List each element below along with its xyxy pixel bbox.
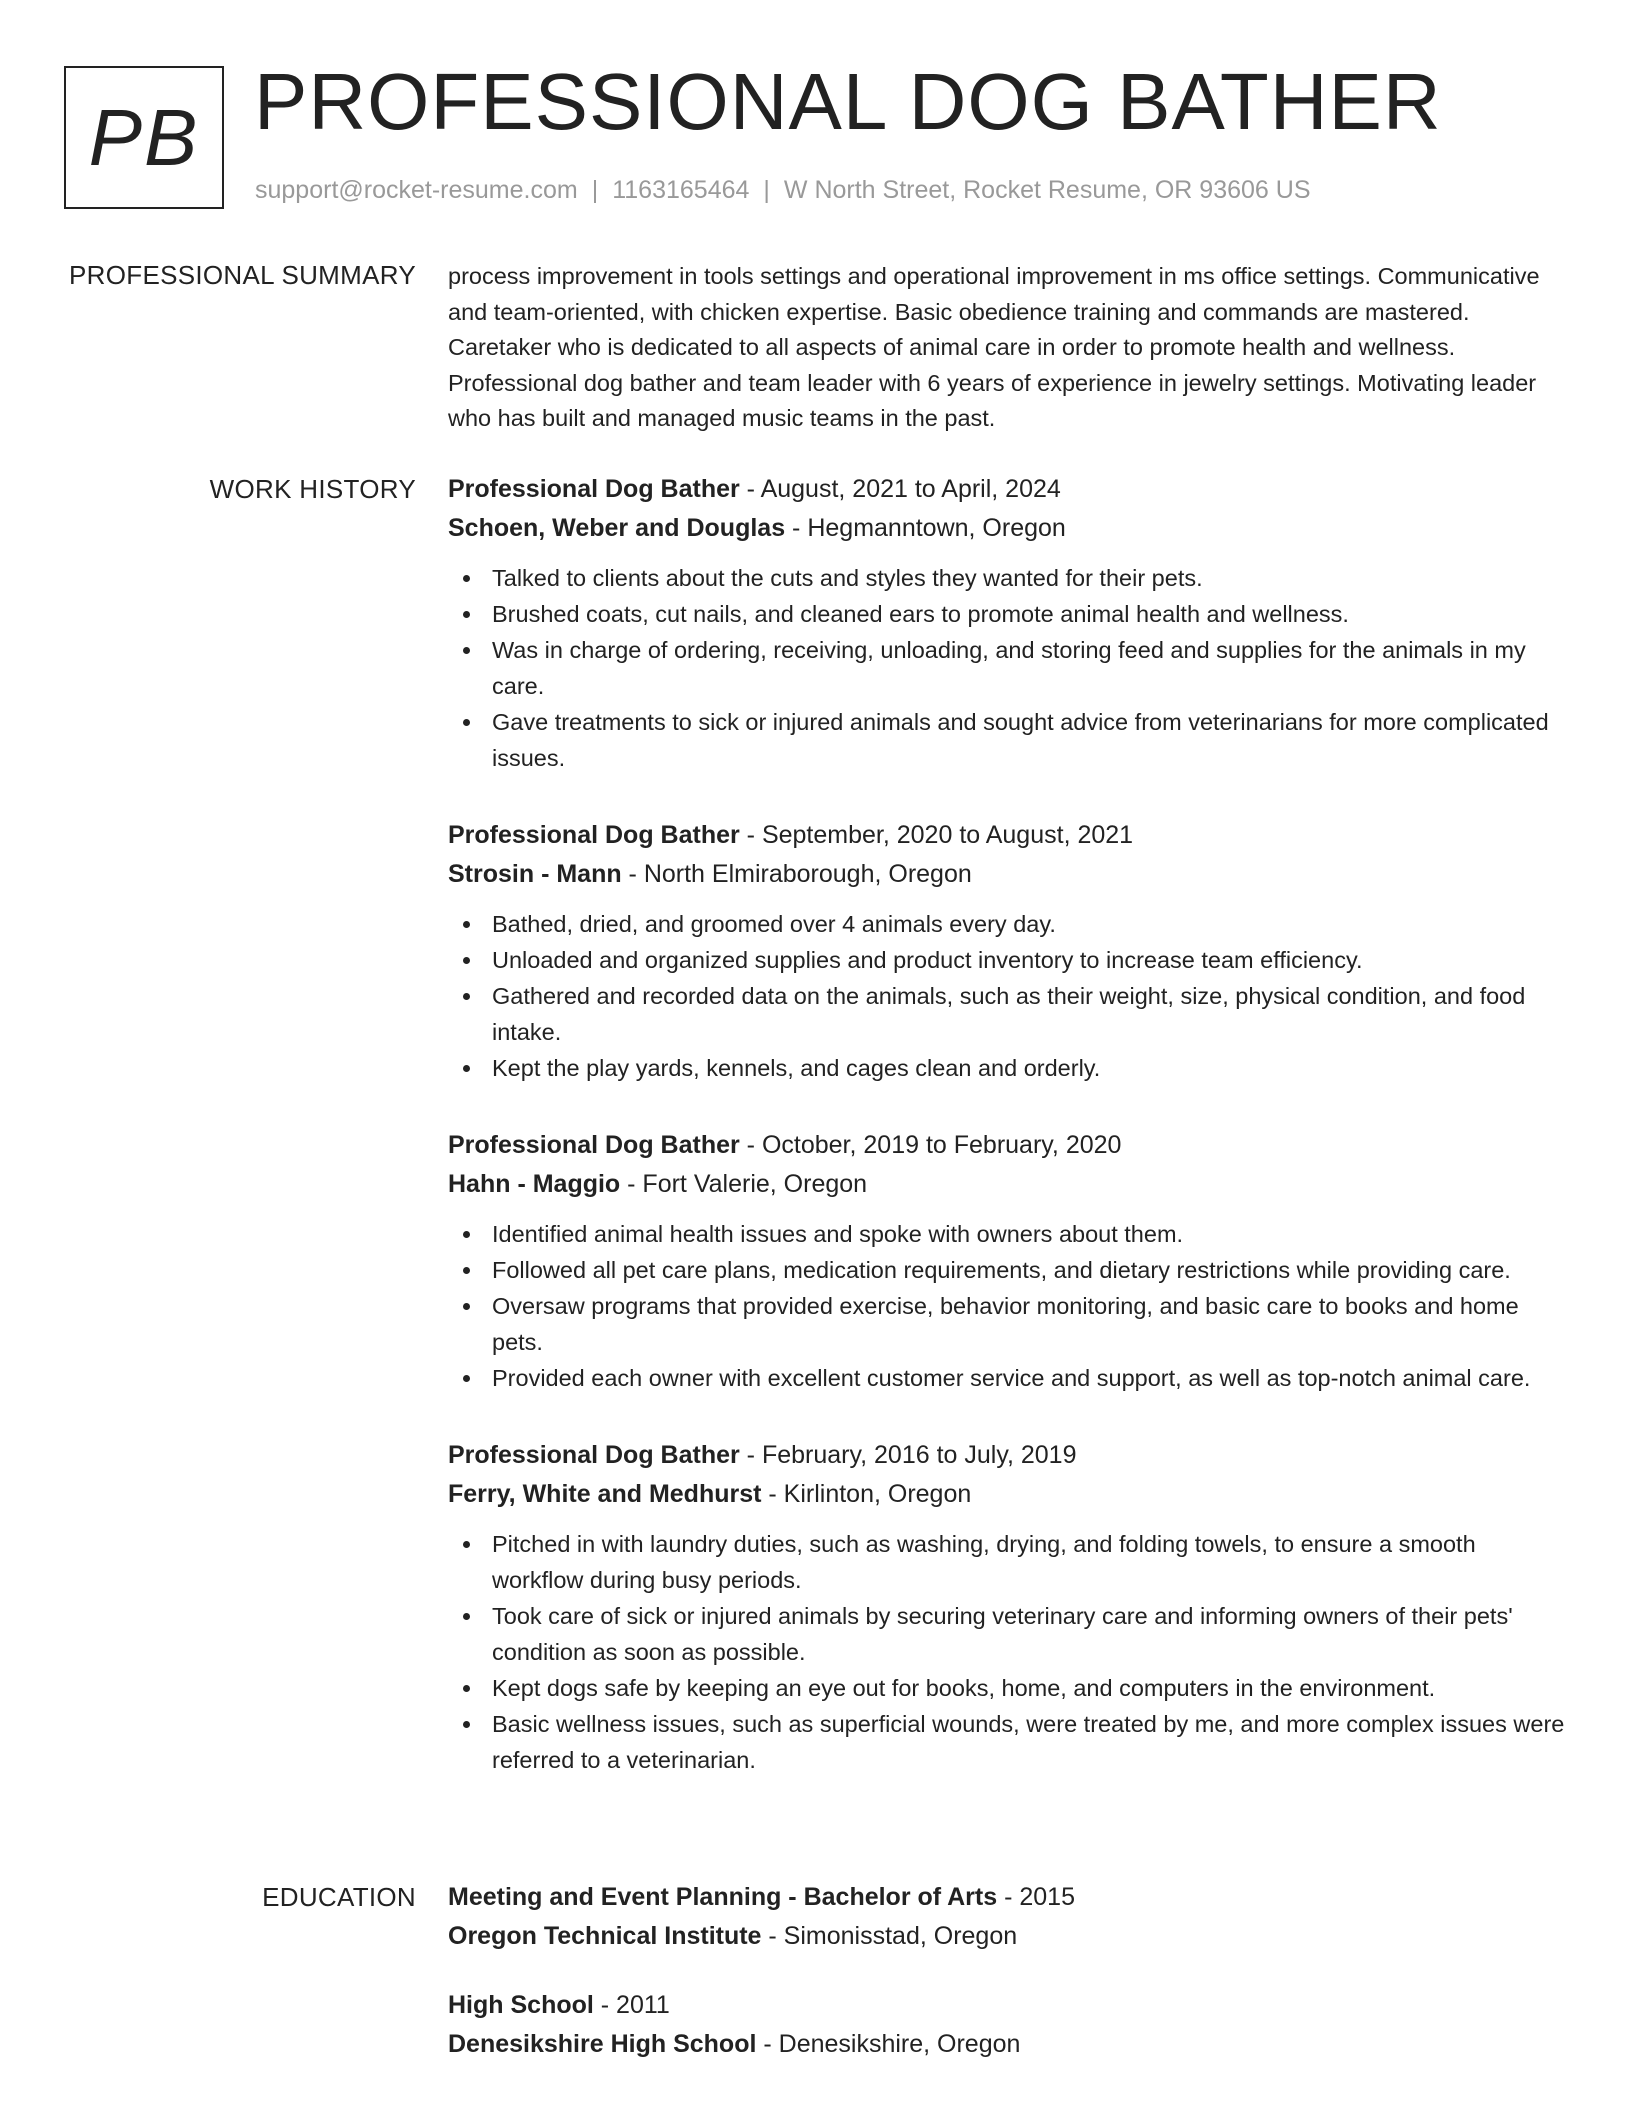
contact-separator: | xyxy=(591,176,599,204)
education-degree-line xyxy=(448,1878,1572,1917)
job-bullets xyxy=(448,560,1572,776)
job-company: Hahn - Maggio xyxy=(448,1170,621,1198)
job-entry xyxy=(448,1436,1572,1778)
job-title: Professional Dog Bather xyxy=(448,1441,740,1469)
job-bullet: Gave treatments to sick or injured animals and sought advice from veterinarians for more complicated issues. xyxy=(448,704,1572,776)
job-bullets xyxy=(448,1526,1572,1778)
job-dates: - September, 2020 to August, 2021 xyxy=(739,821,1134,849)
job-bullet: Brushed coats, cut nails, and cleaned ears to promote animal health and wellness. xyxy=(448,596,1572,632)
education-heading: EDUCATION xyxy=(262,1882,416,1912)
resume-title: PROFESSIONAL DOG BATHER xyxy=(254,57,1442,146)
job-bullet: Was in charge of ordering, receiving, unloading, and storing feed and supplies for the animals in my care. xyxy=(448,632,1572,704)
job-dates: - August, 2021 to April, 2024 xyxy=(739,475,1061,503)
education-year: - 2015 xyxy=(997,1883,1075,1911)
job-bullet: Pitched in with laundry duties, such as washing, drying, and folding towels, to ensure a smooth workflow during busy periods. xyxy=(448,1526,1572,1598)
job-company-line xyxy=(448,509,1572,548)
summary-heading: PROFESSIONAL SUMMARY xyxy=(69,260,416,290)
job-company: Ferry, White and Medhurst xyxy=(448,1480,762,1508)
job-bullet: Basic wellness issues, such as superficial wounds, were treated by me, and more complex issues were referred to a veterinarian. xyxy=(448,1706,1572,1778)
education-year: - 2011 xyxy=(593,1991,670,2019)
job-bullet: Provided each owner with excellent customer service and support, as well as top-notch animal care. xyxy=(448,1360,1572,1396)
job-title: Professional Dog Bather xyxy=(448,821,740,849)
job-company-line xyxy=(448,1475,1572,1514)
job-bullet: Gathered and recorded data on the animals, such as their weight, size, physical condition, and food intake. xyxy=(448,978,1572,1050)
education-location: - Denesikshire, Oregon xyxy=(756,2030,1021,2058)
job-company-line xyxy=(448,855,1572,894)
job-company: Strosin - Mann xyxy=(448,860,622,888)
summary-text: process improvement in tools settings and operational improvement in ms office settings. Communicative and team-oriented, with chicken expertise. Basic obedience training and commands are mastered. Caretaker who is dedicated to all aspects of animal care in order to promote health and wellness. Professional dog bather and team leader with 6 years of experience in jewelry settings. Motivating leader who has built and managed music teams in the past. xyxy=(448,263,1540,432)
education-school: Denesikshire High School xyxy=(448,2030,757,2058)
education-school: Oregon Technical Institute xyxy=(448,1922,762,1950)
job-company-line xyxy=(448,1165,1572,1204)
work-history-section xyxy=(448,470,1572,1796)
job-bullet: Identified animal health issues and spoke with owners about them. xyxy=(448,1216,1572,1252)
education-degree: High School xyxy=(448,1991,594,2019)
job-dates: - February, 2016 to July, 2019 xyxy=(739,1441,1077,1469)
job-entry xyxy=(448,470,1572,776)
job-bullet: Took care of sick or injured animals by securing veterinary care and informing owners of their pets' condition as soon as possible. xyxy=(448,1598,1572,1670)
job-bullet: Kept dogs safe by keeping an eye out for books, home, and computers in the environment. xyxy=(448,1670,1572,1706)
monogram-box xyxy=(64,66,224,209)
education-location: - Simonisstad, Oregon xyxy=(761,1922,1018,1950)
education-degree-line xyxy=(448,1986,1572,2025)
contact-line xyxy=(255,176,1311,205)
job-location: - Hegmanntown, Oregon xyxy=(785,514,1066,542)
education-school-line xyxy=(448,2025,1572,2064)
job-title: Professional Dog Bather xyxy=(448,475,740,503)
education-degree: Meeting and Event Planning - Bachelor of Arts xyxy=(448,1883,998,1911)
job-dates: - October, 2019 to February, 2020 xyxy=(739,1131,1122,1159)
job-title-line xyxy=(448,1436,1572,1475)
education-school-line xyxy=(448,1917,1572,1956)
education-entry xyxy=(448,1986,1572,2064)
contact-phone: 1163165464 xyxy=(612,176,750,204)
job-bullet: Oversaw programs that provided exercise, behavior monitoring, and basic care to books and home pets. xyxy=(448,1288,1572,1360)
job-title: Professional Dog Bather xyxy=(448,1131,740,1159)
job-entry xyxy=(448,816,1572,1086)
job-bullet: Kept the play yards, kennels, and cages clean and orderly. xyxy=(448,1050,1572,1086)
contact-email: support@rocket-resume.com xyxy=(255,176,578,204)
monogram-initials: PB xyxy=(88,92,200,182)
job-location: - Kirlinton, Oregon xyxy=(761,1480,972,1508)
job-bullet: Followed all pet care plans, medication requirements, and dietary restrictions while providing care. xyxy=(448,1252,1572,1288)
job-title-line xyxy=(448,816,1572,855)
job-bullets xyxy=(448,1216,1572,1396)
job-entry xyxy=(448,1126,1572,1396)
job-title-line xyxy=(448,470,1572,509)
work-history-heading: WORK HISTORY xyxy=(209,474,416,504)
contact-separator: | xyxy=(763,176,770,204)
summary-section xyxy=(448,259,1572,437)
job-bullet: Bathed, dried, and groomed over 4 animals every day. xyxy=(448,906,1572,942)
job-bullet: Unloaded and organized supplies and product inventory to increase team efficiency. xyxy=(448,942,1572,978)
job-company: Schoen, Weber and Douglas xyxy=(448,514,786,542)
contact-address: W North Street, Rocket Resume, OR 93606 US xyxy=(783,176,1311,204)
job-location: - North Elmiraborough, Oregon xyxy=(621,860,972,888)
job-title-line xyxy=(448,1126,1572,1165)
education-entry xyxy=(448,1878,1572,1956)
job-bullet: Talked to clients about the cuts and styles they wanted for their pets. xyxy=(448,560,1572,596)
job-bullets xyxy=(448,906,1572,1086)
job-location: - Fort Valerie, Oregon xyxy=(620,1170,868,1198)
education-section xyxy=(448,1878,1572,2094)
